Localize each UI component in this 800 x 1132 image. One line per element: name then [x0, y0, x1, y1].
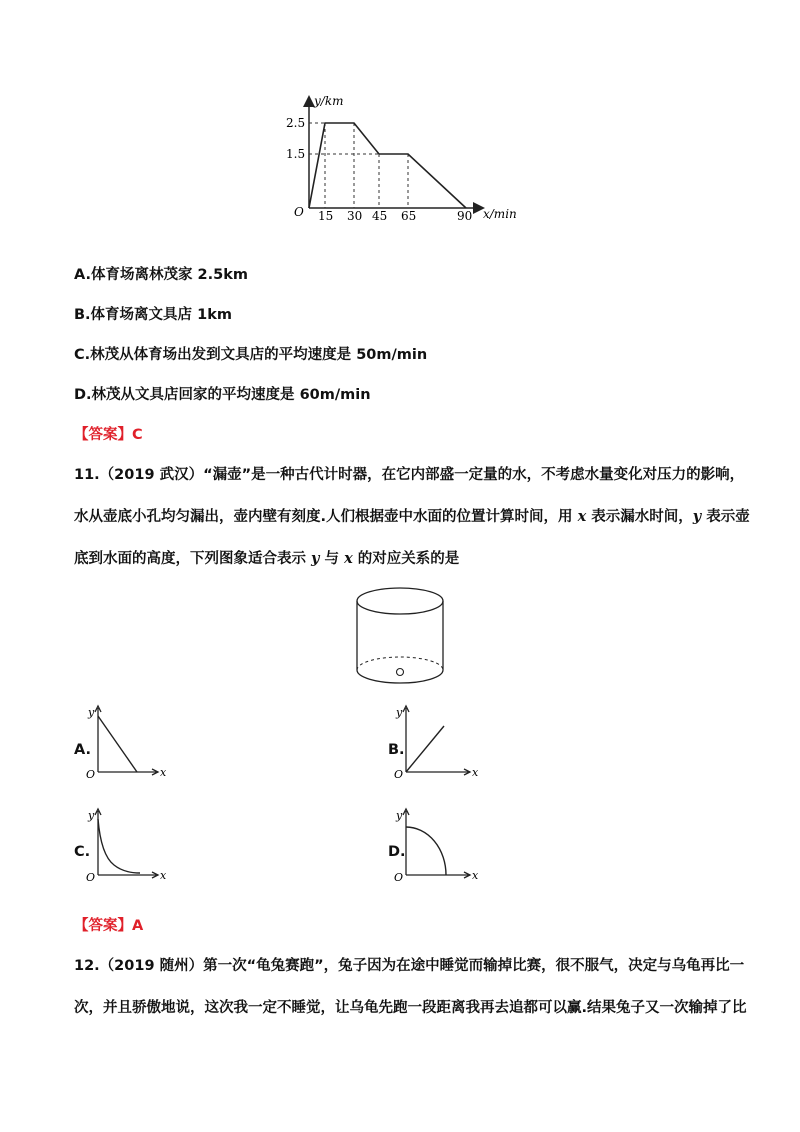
q12-line-2: 次，并且骄傲地说，这次我一定不睡觉，让乌龟先跑一段距离我再去追都可以赢.结果兔子又一次输掉了比	[74, 1000, 747, 1016]
option-b-label: B.	[388, 742, 405, 758]
distance-time-graph	[280, 92, 530, 227]
svg-text:y: y	[88, 706, 95, 719]
svg-text:x: x	[472, 766, 479, 779]
graph-option-b	[392, 702, 482, 782]
answer-label: 【答案】	[74, 918, 132, 934]
increasing-line	[406, 726, 444, 772]
option-a-label: A.	[74, 742, 91, 758]
option-b: B.体育场离文具店 1km	[74, 307, 232, 323]
y-tick-1.5: 1.5	[286, 147, 306, 161]
svg-text:y: y	[88, 809, 95, 822]
water-clock-cylinder	[354, 586, 450, 688]
svg-text:O: O	[86, 871, 96, 884]
svg-text:O: O	[394, 768, 404, 781]
svg-text:x: x	[160, 766, 167, 779]
svg-text:y: y	[396, 809, 403, 822]
svg-text:O: O	[394, 871, 404, 884]
guide-lines	[309, 123, 408, 208]
y-tick-2.5: 2.5	[286, 116, 306, 130]
var-x: x	[577, 508, 587, 525]
graph-option-d	[392, 805, 482, 885]
hole-icon	[397, 669, 404, 676]
x-tick-90: 90	[457, 209, 473, 223]
x-axis-label: x/min	[483, 207, 517, 221]
option-c: C.林茂从体育场出发到文具店的平均速度是 50m/min	[74, 347, 428, 363]
option-c-label: C.	[74, 844, 91, 860]
q11-line-3: 底到水面的高度，下列图象适合表示 y 与 x 的对应关系的是	[74, 550, 460, 567]
origin-label: O	[294, 205, 304, 219]
decreasing-line	[98, 716, 137, 772]
x-tick-65: 65	[401, 209, 417, 223]
var-x: x	[344, 550, 353, 567]
answer-q11	[74, 914, 143, 935]
answer-value: A	[132, 918, 144, 934]
decay-curve	[98, 819, 140, 873]
svg-text:x: x	[472, 869, 479, 882]
x-tick-15: 15	[318, 209, 334, 223]
answer-label: 【答案】	[74, 427, 132, 443]
y-axis-label: y/km	[314, 94, 344, 108]
answer-q10	[74, 423, 143, 444]
option-d-label: D.	[388, 844, 406, 860]
quarter-circle-curve	[406, 827, 446, 875]
svg-text:O: O	[86, 768, 96, 781]
distance-line	[309, 123, 466, 208]
graph-option-c	[84, 805, 168, 885]
x-tick-45: 45	[372, 209, 388, 223]
option-a: A.体育场离林茂家 2.5km	[74, 267, 248, 283]
option-d: D.林茂从文具店回家的平均速度是 60m/min	[74, 387, 371, 403]
svg-text:y: y	[396, 706, 403, 719]
q12-line-1: 12.（2019 随州）第一次“龟兔赛跑”，兔子因为在途中睡觉而输掉比赛，很不服气，决定与乌龟再比一	[74, 958, 745, 974]
var-y: y	[692, 508, 702, 525]
graph-option-a	[84, 702, 168, 782]
x-tick-30: 30	[347, 209, 363, 223]
var-y: y	[311, 550, 320, 567]
q11-line-1: 11.（2019 武汉）“漏壶”是一种古代计时器，在它内部盛一定量的水，不考虑水量变化对压力的影响，	[74, 467, 745, 483]
svg-text:x: x	[160, 869, 167, 882]
answer-value: C	[132, 427, 143, 443]
q11-line-2: 水从壶底小孔均匀漏出，壶内壁有刻度.人们根据壶中水面的位置计算时间，用 x 表示漏水时间，y 表示壶	[74, 508, 750, 525]
